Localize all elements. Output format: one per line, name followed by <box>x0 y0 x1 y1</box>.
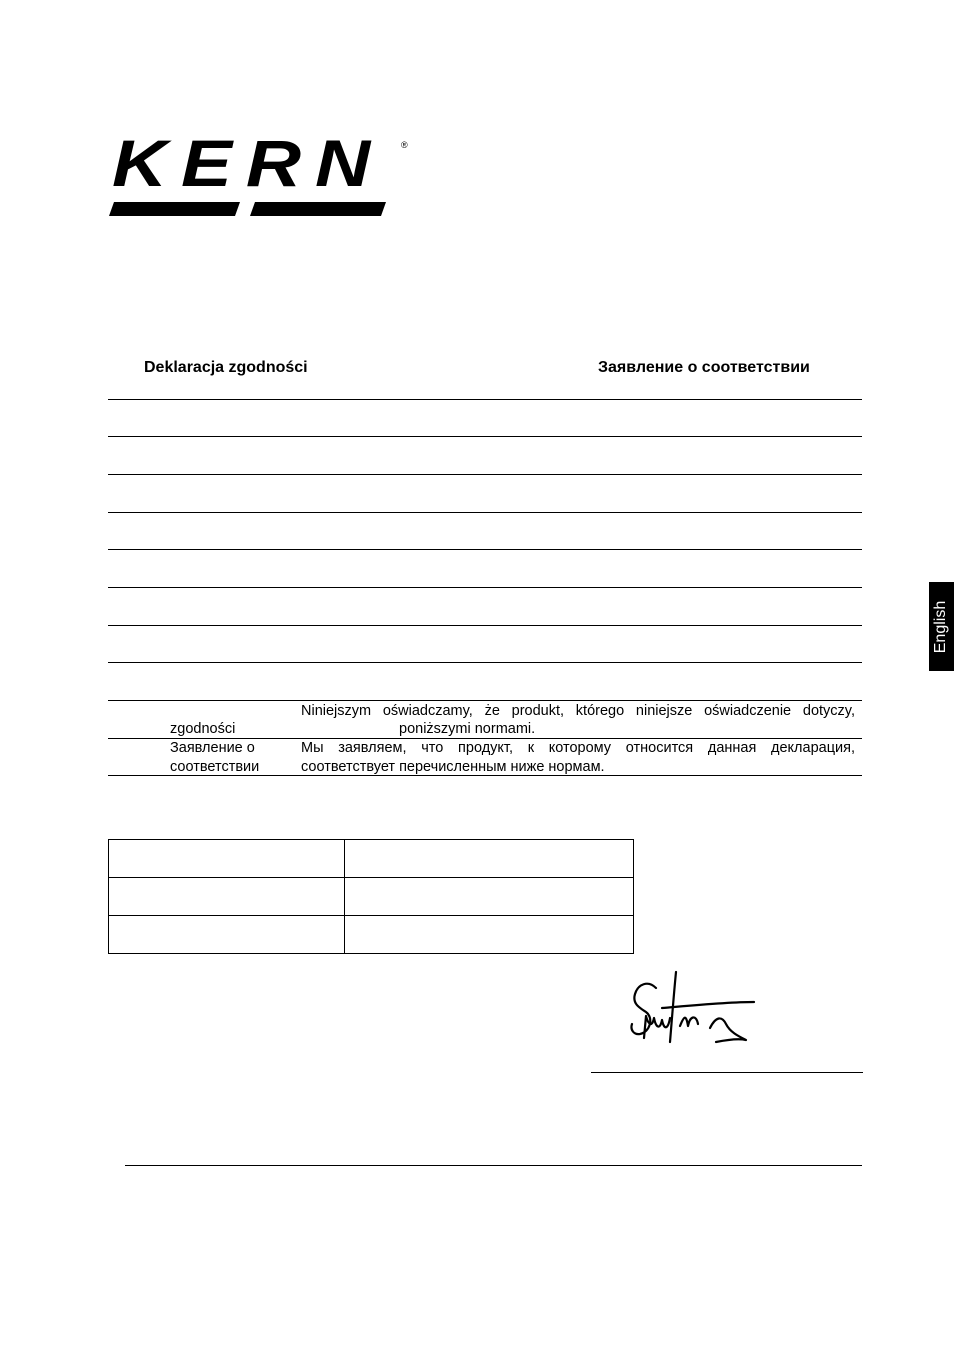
divider <box>108 662 862 663</box>
signature-image <box>626 968 758 1058</box>
table-row <box>109 878 634 916</box>
signature-line <box>591 1072 863 1073</box>
declaration-label-pl: zgodności <box>170 721 236 737</box>
table-cell <box>109 916 345 954</box>
divider <box>108 436 862 437</box>
declaration-text-ru-line1: Мы заявляем, что продукт, к которому относится данная декларация, <box>301 740 855 756</box>
divider <box>108 625 862 626</box>
language-tab[interactable] <box>929 582 954 671</box>
divider <box>108 700 862 701</box>
table-cell <box>345 840 634 878</box>
table-cell <box>109 878 345 916</box>
divider <box>108 474 862 475</box>
declaration-text-pl-line2: poniższymi normami. <box>399 721 536 737</box>
declaration-label-ru-line2: соответствии <box>170 759 260 775</box>
footer-divider <box>125 1165 862 1166</box>
registered-mark: ® <box>401 140 408 150</box>
heading-declaration-ru: Заявление о соответствии <box>598 359 810 376</box>
divider <box>108 399 862 400</box>
logo-bar-right <box>250 202 386 216</box>
declaration-text-pl-line1: Niniejszym oświadczamy, że produkt, którego niniejsze oświadczenie dotyczy, <box>301 703 855 719</box>
standards-table <box>108 839 634 954</box>
table-row <box>109 916 634 954</box>
language-tab-label: English <box>932 600 950 653</box>
logo-bar-left <box>109 202 240 216</box>
table-cell <box>109 840 345 878</box>
divider <box>108 587 862 588</box>
table-cell <box>345 916 634 954</box>
heading-declaration-pl: Deklaracja zgodności <box>144 359 308 376</box>
table-cell <box>345 878 634 916</box>
kern-logo <box>108 134 413 220</box>
logo-wordmark: KERN <box>112 134 384 200</box>
table-row <box>109 840 634 878</box>
divider <box>108 512 862 513</box>
declaration-label-ru-line1: Заявление о <box>170 740 255 756</box>
divider <box>108 549 862 550</box>
declaration-text-ru-line2: соответствует перечисленным ниже нормам. <box>301 759 605 775</box>
